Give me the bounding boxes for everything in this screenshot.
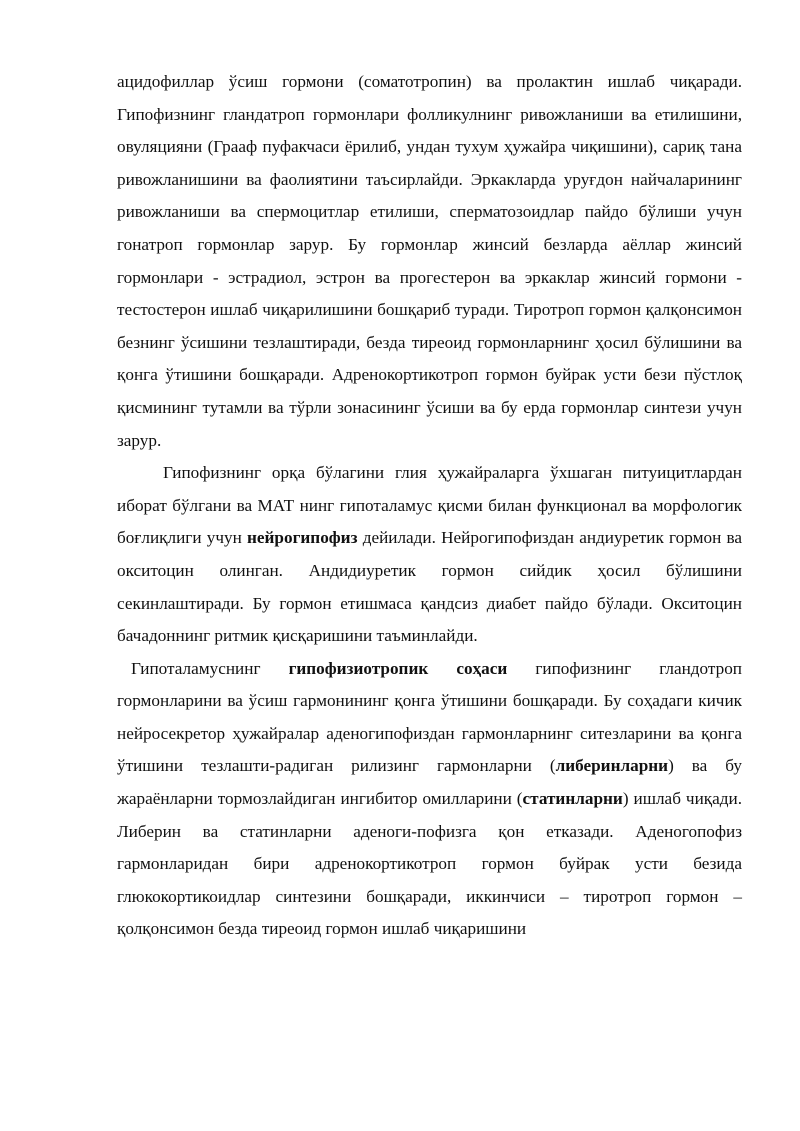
term-liberins: либеринларни — [555, 756, 669, 776]
term-neurohypophysis: нейрогипофиз — [247, 528, 358, 548]
paragraph-3-text-a: Гипоталамуснинг — [131, 658, 289, 678]
term-statins: статинларни — [522, 789, 623, 809]
paragraph-1-text: ацидофиллар ўсиш гормони (соматотропин) ва пролактин ишлаб чиқаради. Гипофизнинг гландатроп гормонлари фолликулнинг ривожланиши ва етилишини, овуляцияни (Грааф пуфакчаси ёрилиб, ундан тухум ҳужайра чиқишини), сариқ тана ривожланишини ва фаолиятини таъсирлайди. Эркакларда уруғдон найчаларининг ривожланиши ва спермоцитлар етилиши, сперматозоидлар пайдо бўлиши учун гонатроп гормонлар зарур. Бу гормонлар жинсий безларда аёллар жинсий гормонлари - эстрадиол, эстрон ва прогестерон ва эркаклар жинсий гормони - тестостерон ишлаб чиқарилишини бошқариб туради. Тиротроп гормон қалқонсимон безнинг ўсишини тезлаштиради, безда тиреоид гормонларнинг ҳосил бўлишини ва қонга ўтишини бошқаради. Адренокортикотроп гормон буйрак усти бези пўстлоқ қисмининг тутамли ва тўрли зонасининг ўсиши ва бу ерда гормонлар синтези учун зарур. — [117, 72, 742, 450]
paragraph-2-text-b: дейилади. Нейрогипофиздан андиуретик гормон ва окситоцин олинган. Андидиуретик гормон сийдик ҳосил бўлишини секинлаштиради. Бу гормон етишмаса қандсиз диабет пайдо бўлади. Окситоцин бачадоннинг ритмик қисқаришини таъминлайди. — [117, 528, 742, 646]
paragraph-3-text-d: ) ишлаб чиқади. Либерин ва статинларни аденоги-пофизга қон етказади. Аденогопофиз гармонларидан бири адренокортикотроп гормон буйрак усти безида глюкокортикоидлар синтезини бошқаради, иккинчиси – тиротроп гормон – қолқонсимон безда тиреоид гормон ишлаб чиқаришини — [117, 789, 742, 939]
paragraph-3 — [117, 653, 742, 946]
paragraph-1 — [117, 66, 742, 457]
paragraph-3-text-c: ) ва бу жараёнларни тормозлайдиган ингибитор омилларини ( — [117, 756, 742, 809]
paragraph-3-text-b: гипофизнинг гландотроп гормонларини ва ўсиш гармонининг қонга ўтишини бошқаради. Бу соҳадаги кичик нейросекретор ҳужайралар аденогипофиздан гармонларнинг ситезларини ва қонга ўтишини тезлашти-радиган рилизинг гармонларни ( — [117, 658, 742, 776]
paragraph-2 — [117, 457, 742, 653]
paragraph-2-text-a: Гипофизнинг орқа бўлагини глия ҳужайраларга ўхшаган питуицитлардан иборат бўлгани ва МАТ нинг гипоталамус қисми билан функционал ва морфологик боғлиқлиги учун — [117, 463, 742, 548]
document-page — [117, 66, 742, 946]
term-hypophysiotropic-area: гипофизиотропик соҳаси — [288, 658, 508, 678]
